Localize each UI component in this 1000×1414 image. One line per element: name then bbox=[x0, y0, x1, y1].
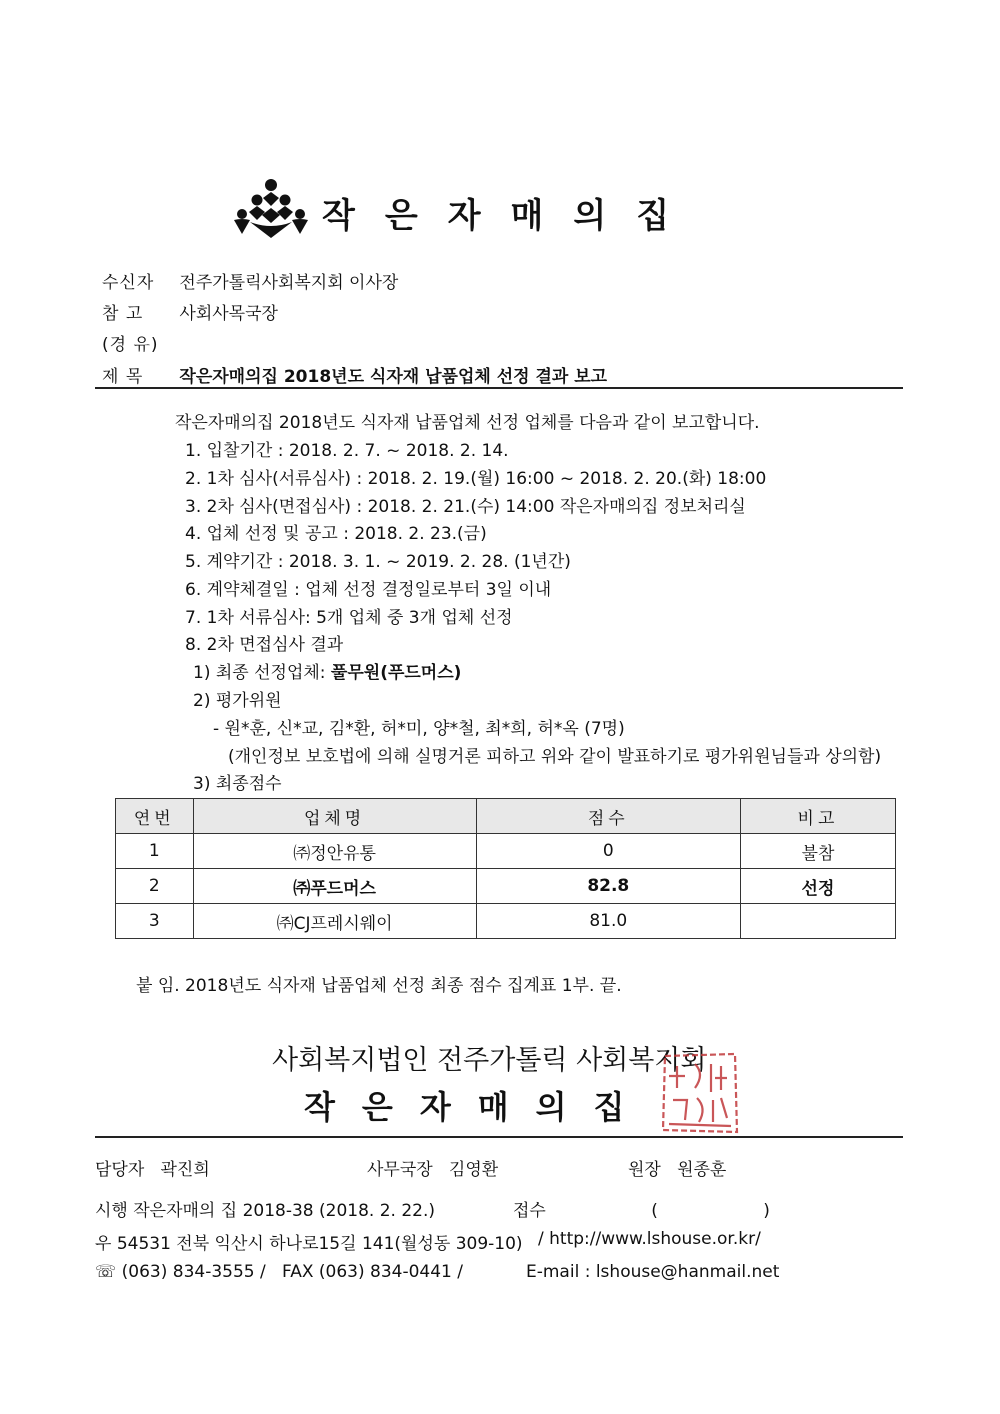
final-selection-value: 풀무원(푸드머스) bbox=[330, 663, 462, 683]
head-name: 원종훈 bbox=[677, 1160, 727, 1180]
subject-value: 작은자매의집 2018년도 식자재 납품업체 선정 결과 보고 bbox=[179, 367, 608, 387]
subject-divider bbox=[95, 387, 903, 389]
evaluators-list: - 원*훈, 신*교, 김*환, 허*미, 양*철, 최*희, 허*옥 (7명) bbox=[213, 719, 625, 739]
final-selection bbox=[193, 658, 461, 683]
director-sign bbox=[367, 1155, 498, 1180]
row-score: 0 bbox=[476, 834, 740, 869]
item-7: 7. 1차 서류심사: 5개 업체 중 3개 업체 선정 bbox=[185, 608, 513, 628]
header-note: 비고 bbox=[740, 799, 895, 834]
website-link[interactable]: / http://www.lshouse.or.kr/ bbox=[538, 1229, 761, 1249]
row-no: 3 bbox=[116, 904, 194, 939]
header-score: 점수 bbox=[476, 799, 740, 834]
organization-title: 작은자매의집 bbox=[322, 196, 700, 236]
item-5: 5. 계약기간 : 2018. 3. 1. ~ 2019. 2. 28. (1년간) bbox=[185, 552, 571, 572]
foundation-name: 사회복지법인 전주가톨릭 사회복지회 bbox=[272, 1045, 707, 1076]
item-6: 6. 계약체결일 : 업체 선정 결정일로부터 3일 이내 bbox=[185, 580, 552, 600]
item-8: 8. 2차 면접심사 결과 bbox=[185, 635, 344, 655]
intro-text: 작은자매의집 2018년도 식자재 납품업체 선정 업체를 다음과 같이 보고합니다. bbox=[175, 413, 760, 433]
table-row bbox=[116, 904, 896, 939]
row-no: 2 bbox=[116, 869, 194, 904]
score-table bbox=[115, 798, 896, 939]
row-company: ㈜CJ프레시웨이 bbox=[193, 904, 476, 939]
head-sign bbox=[628, 1155, 726, 1180]
row-note bbox=[740, 904, 895, 939]
footer-divider bbox=[95, 1136, 903, 1138]
via-label: (경 유) bbox=[102, 335, 159, 355]
evaluators-label: 2) 평가위원 bbox=[193, 691, 282, 711]
recipient-label: 수신자 bbox=[102, 273, 155, 293]
row-note: 선정 bbox=[740, 869, 895, 904]
reference-row bbox=[102, 299, 278, 324]
subject-row bbox=[102, 362, 607, 387]
via-row bbox=[102, 330, 174, 355]
row-score: 81.0 bbox=[476, 904, 740, 939]
table-row bbox=[116, 834, 896, 869]
evaluators-note: (개인정보 보호법에 의해 실명거론 피하고 위와 같이 발표하기로 평가위원님들과 상의함) bbox=[228, 747, 882, 767]
phone-number: ☏ (063) 834-3555 / bbox=[95, 1262, 266, 1282]
subject-label: 제 목 bbox=[102, 367, 144, 387]
address-line: 우 54531 전북 익산시 하나로15길 141(월성동 309-10) bbox=[95, 1234, 523, 1254]
official-seal-icon bbox=[655, 1048, 745, 1138]
closing-organization: 작은자매의집 bbox=[304, 1088, 652, 1126]
item-3: 3. 2차 심사(면접심사) : 2018. 2. 21.(수) 14:00 작은자매의집 정보처리실 bbox=[185, 497, 746, 517]
row-no: 1 bbox=[116, 834, 194, 869]
row-company: ㈜푸드머스 bbox=[193, 869, 476, 904]
manager-name: 곽진희 bbox=[160, 1160, 210, 1180]
table-row bbox=[116, 869, 896, 904]
row-note: 불참 bbox=[740, 834, 895, 869]
item-4: 4. 업체 선정 및 공고 : 2018. 2. 23.(금) bbox=[185, 524, 487, 544]
director-label: 사무국장 bbox=[367, 1160, 433, 1180]
row-score: 82.8 bbox=[476, 869, 740, 904]
receipt-field: 접수 ( ) bbox=[513, 1201, 770, 1221]
item-1: 1. 입찰기간 : 2018. 2. 7. ~ 2018. 2. 14. bbox=[185, 441, 509, 461]
table-header-row bbox=[116, 799, 896, 834]
reference-label: 참 고 bbox=[102, 304, 144, 324]
header-no: 연번 bbox=[116, 799, 194, 834]
item-2: 2. 1차 심사(서류심사) : 2018. 2. 19.(월) 16:00 ~ 2018. 2. 20.(화) 18:00 bbox=[185, 469, 767, 489]
reference-value: 사회사목국장 bbox=[179, 304, 278, 324]
manager-label: 담당자 bbox=[95, 1160, 145, 1180]
recipient-row bbox=[102, 268, 398, 293]
fax-number: FAX (063) 834-0441 / bbox=[282, 1262, 463, 1282]
attachment-line: 붙 임. 2018년도 식자재 납품업체 선정 최종 점수 집계표 1부. 끝. bbox=[136, 976, 622, 996]
organization-logo-icon bbox=[232, 178, 310, 238]
recipient-value: 전주가톨릭사회복지회 이사장 bbox=[179, 273, 399, 293]
head-label: 원장 bbox=[628, 1160, 661, 1180]
final-score-label: 3) 최종점수 bbox=[193, 774, 282, 794]
manager-sign bbox=[95, 1155, 210, 1180]
row-company: ㈜정안유통 bbox=[193, 834, 476, 869]
director-name: 김영환 bbox=[448, 1160, 499, 1180]
header-company: 업체명 bbox=[193, 799, 476, 834]
email-address[interactable]: E-mail : lshouse@hanmail.net bbox=[526, 1262, 780, 1282]
enforcement-number: 시행 작은자매의 집 2018-38 (2018. 2. 22.) bbox=[95, 1201, 436, 1221]
final-selection-label: 1) 최종 선정업체: bbox=[193, 663, 331, 683]
